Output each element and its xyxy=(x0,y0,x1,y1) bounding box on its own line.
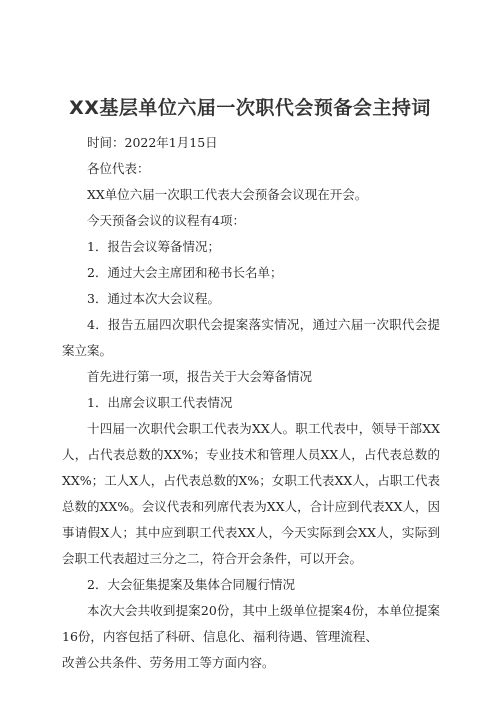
meeting-time: 时间：2022年1月15日 xyxy=(87,135,218,150)
section-heading: 2．大会征集提案及集体合同履行情况 xyxy=(87,577,295,592)
body-paragraph: 十四届一次职代会职工代表为XX人。职工代表中，领导干部XX人，占代表总数的XX%；专业技术和管理人员XX人，占代表总数的XX%；工人X人，占代表总数的X%；女职工代表XX人，占职工代表总数的XX%。会议代表和列席代表为XX人，合计应到代表XX人，因事请假X人；其中应到职工代表XX人，今天实际到会XX人，实际到会职工代表超过三分之二，符合开会条件，可以开会。 xyxy=(62,421,440,566)
section-heading: 1．出席会议职工代表情况 xyxy=(87,395,233,410)
document-title: XX基层单位六届一次职代会预备会主持词 xyxy=(69,97,431,119)
agenda-item: 1．报告会议筹备情况； xyxy=(87,239,220,254)
body-paragraph: 改善公共条件、劳务用工等方面内容。 xyxy=(62,655,275,670)
agenda-item: 4．报告五届四次职代会提案落实情况，通过六届一次职代会提案立案。 xyxy=(62,317,440,358)
agenda-item: 2．通过大会主席团和秘书长名单； xyxy=(87,265,283,280)
body-paragraph: 本次大会共收到提案20份，其中上级单位提案4份，本单位提案16份，内容包括了科研、信息化、福利待遇、管理流程、 xyxy=(62,603,440,644)
body-paragraph: XX单位六届一次职工代表大会预备会议现在开会。 xyxy=(87,187,368,202)
salutation: 各位代表： xyxy=(87,161,150,176)
document-body xyxy=(62,130,440,676)
agenda-item: 3．通过本次大会议程。 xyxy=(87,291,220,306)
body-paragraph: 今天预备会议的议程有4项： xyxy=(87,213,245,228)
body-paragraph: 首先进行第一项，报告关于大会筹备情况 xyxy=(87,369,313,384)
